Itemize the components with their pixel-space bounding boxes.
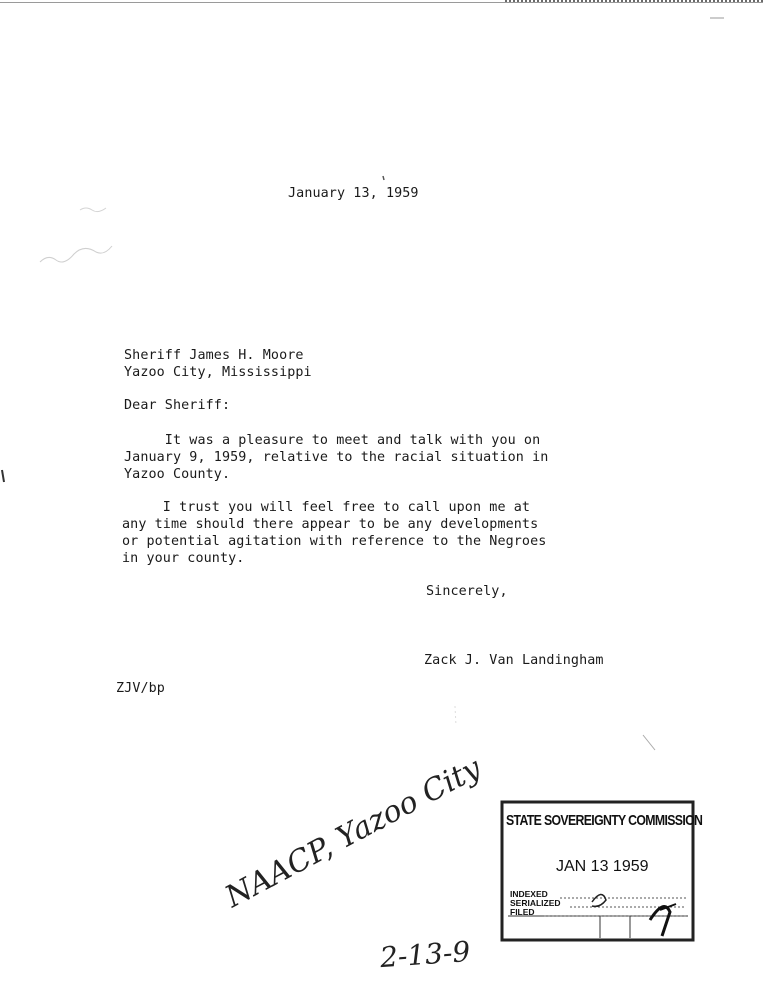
- recipient-location: Yazoo City, Mississippi: [124, 365, 312, 380]
- paragraph-1-line: It was a pleasure to meet and talk with you on: [124, 433, 541, 448]
- paragraph-2-line: any time should there appear to be any developments: [122, 517, 539, 532]
- typist-initials: ZJV/bp: [116, 681, 165, 696]
- stamp-date: JAN 13 1959: [556, 858, 649, 875]
- closing: Sincerely,: [426, 584, 508, 599]
- handwritten-note: NAACP, Yazoo City: [219, 750, 487, 915]
- letter-date: January 13, 1959: [288, 186, 419, 201]
- signer-name: Zack J. Van Landingham: [424, 653, 604, 668]
- paragraph-2-line: in your county.: [122, 551, 245, 566]
- paragraph-1-line: Yazoo County.: [124, 467, 231, 482]
- paragraph-2-line: I trust you will feel free to call upon me at: [122, 500, 531, 515]
- stamp-field-serialized: SERIALIZED: [510, 898, 561, 908]
- stamp-title: STATE SOVEREIGNTY COMMISSION: [506, 812, 703, 829]
- paragraph-1-line: January 9, 1959, relative to the racial situation in: [124, 450, 549, 465]
- salutation: Dear Sheriff:: [124, 398, 231, 413]
- stamp-field-indexed: INDEXED: [510, 889, 548, 899]
- stamp-field-filed: FILED: [510, 907, 535, 917]
- paragraph-2-line: or potential agitation with reference to the Negroes: [122, 534, 547, 549]
- handwritten-date: 2-13-9: [378, 934, 472, 975]
- recipient-name: Sheriff James H. Moore: [124, 348, 304, 363]
